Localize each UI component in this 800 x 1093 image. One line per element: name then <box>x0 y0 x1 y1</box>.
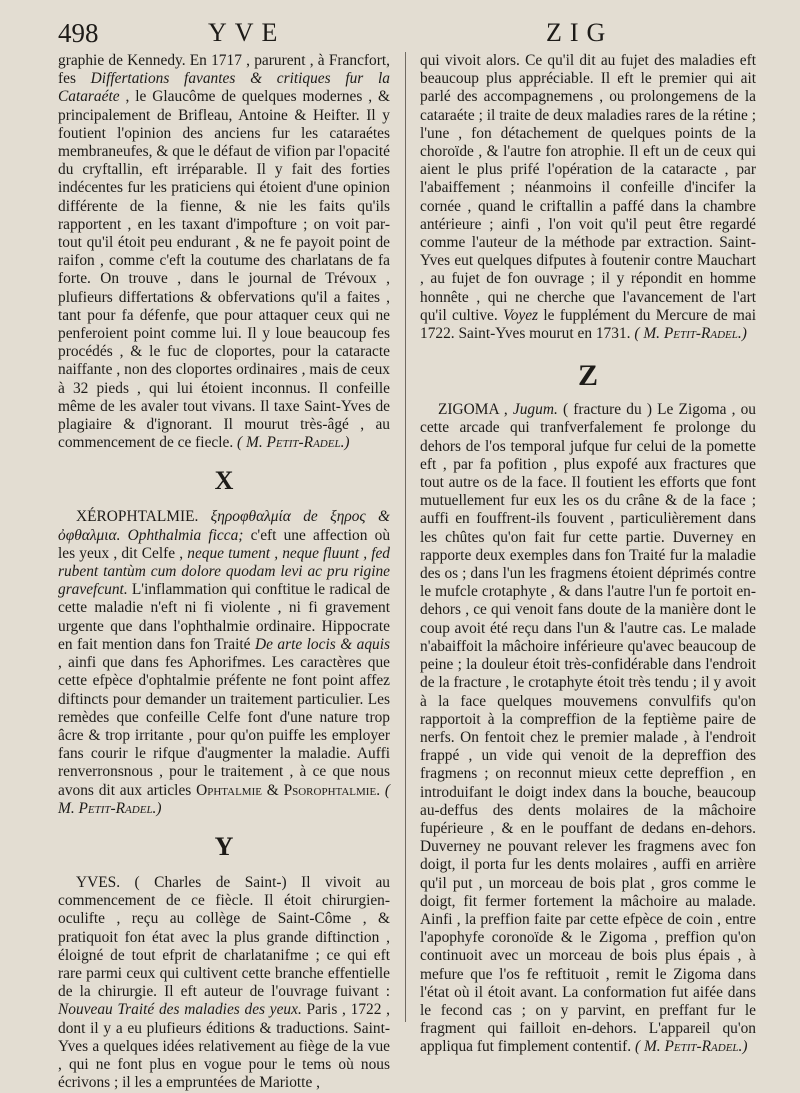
left-column <box>58 52 390 1092</box>
yves-entry <box>58 874 390 1092</box>
section-letter-x: X <box>214 466 234 496</box>
xerophtalmie-entry <box>58 508 390 817</box>
text-run: ( fracture du ) Le Zigoma , ou cette arcade qui tranfverfalement fe prolonge du dehors de l'os temporal jufque fur celui de la pomette eft , par fa pofition , plus expofé aux fractures que tout autre os de la face. Il foutient les efforts que font mutuellement fur eux les os du crâne & de la face ; auffi en fouffrent-ils fouvent , particulièrement dans les chûtes qu'on fait fur cette partie. Duverney en rapporte deux exemples dans fon Traité fur la maladie des os ; dans l'un les fragmens étoient déprimés contre le mufcle crotaphyte , & dans l'autre l'un fe portoit en-dehors , ce qui venoit fans doute de la manière dont le coup avoit été reçu dans l'un & l'autre cas. Le malade n'abaiffoit la mâchoire inférieure qu'avec beaucoup de peine ; la douleur étoit très-confidérable dans l'endroit de la fracture , le crotaphyte étoit très tendu ; il y avoit à la face quelques mouvemens convulfifs qu'on rapportoit à la compreffion de la feptième paire de nerfs. On fentoit chez le premier malade , à l'endroit frappé , un vide qui venoit de la depreffion des fragmens ; on reconnut mieux cette depreffion , en introduifant le doigt index dans la bouche, beaucoup au-deffus des dents molaires de la mâchoire fupérieure , & en le pouffant de dedans en-dehors. Duverney ne pouvant relever les fragmens avec fon doigt, il porta fur les dents molaires , auffi en arrière qu'il put , un morceau de bois plat , gros comme le doigt, fit fermer fortement la mâchoire au malade. Ainfi , la preffion faite par cette efpèce de coin , entre l'apophyfe coronoïde & le Zigoma , preffion qu'on continuoit avec un morceau de bois plus épais , à mefure que l'os fe reftituoit , remit le Zigoma dans l'état où il étoit avant. La conformation fut aifée dans le fecond cas ; on y parvint, en preffant fur le fragment qui failloit en-dehors. L'appareil qu'on appliqua fut fimplement contentif. <box>420 401 756 1056</box>
see-reference: Voyez <box>503 306 539 324</box>
greek-etymology: ξηροφθαλμία de ξηρος & ὀφθαλμια. <box>58 508 390 544</box>
section-letter-y: Y <box>214 831 234 861</box>
text-run: c'eft une affection où les yeux , dit Celfe , <box>58 526 391 562</box>
text-run: graphie de Kennedy. En 1717 , parurent , à Francfort, fes <box>58 52 390 88</box>
page-header <box>58 18 770 52</box>
column-divider <box>405 52 406 1022</box>
text-run: , le Glaucôme de quelques modernes , & principalement de Brifleau, Antoine & Heifter. Il y foutient l'opinion des anciens fur les cataraétes membraneufes, & que le défaut de vifion par l'opacité du cryftallin, eft irréparable. Il y fait des forties indécentes fur les praticiens qui étoient d'une opinion différente de la fienne, & nie les faits qu'ils rapportent , en les taxant d'impofture ; on voit par-tout qu'il étoit peu endurant , & ne fe payoit point de raifon , comme c'eft la coutume des charlatans de fa forte. On trouve , dans le journal de Trévoux , plufieurs differtations & obfervations qu'il a faites , tant pour fa défenfe, que pour attaquer ceux qui ne penferoient point comme lui. Il y loue beaucoup fes procédés , & le fuc de cloportes, pour la cataracte naiffante , non des cloportes ordinaires , mais de ceux à 32 pieds , qui lui étoient inconnus. Il confeille même de les avaler tout vivans. Il taxe Saint-Yves de plagiaire & d'ignorant. Il mourut très-âgé , au commencement de ce fiecle. <box>58 88 390 452</box>
cross-reference: Ophtalmie & Psorophtalmie. <box>196 781 381 799</box>
text-run: L'inflammation qui conftitue le radical de cette maladie n'eft ni fi violente , ni fi gravement urgente que dans l'ophthalmie ordinaire. Hippocrate en fait mention dans fon Traité <box>58 581 390 653</box>
author-signature: ( M. Petit-Radel.) <box>237 434 350 452</box>
text-run: le fupplément du Mercure de mai 1722. Saint-Yves mourut en 1731. <box>420 306 757 343</box>
text-run: , ainfi que dans fes Aphorifmes. Les caractères que cette efpèce d'ophtalmie préfente ne font point affez diftincts pour demander un traitement particulier. Les remèdes que confeille Celfe font d'une nature trop âcre & trop irritante , pour qu'on puiffe les employer fans courir le rifque d'augmenter la maladie. Auffi renverronsnous , pour le traitement , à ce que nous avons dit aux articles <box>58 654 390 799</box>
latin-quote: neque tument , neque fluunt , fed rubent tantùm cum dolore quodam levi ac pru rigine gravefcunt. <box>58 544 390 599</box>
running-head-left: YVE <box>208 18 286 47</box>
entry-headword: ZIGOMA , <box>438 401 508 419</box>
kennedy-entry-end <box>58 52 390 452</box>
zigoma-entry <box>420 401 756 1056</box>
author-signature: ( M. Petit-Radel.) <box>635 1038 748 1056</box>
text-run: Paris , 1722 , dont il y a eu plufieurs éditions & traductions. Saint-Yves a quelques idées relativement au fiège de la vue , qui ne font plus en vogue pour le tems où nous écrivons ; il les a empruntées de Mariotte , <box>58 1001 390 1092</box>
right-column <box>420 52 756 1057</box>
author-signature: ( M. Petit-Radel.) <box>58 781 391 817</box>
work-title: Nouveau Traité des maladies des yeux. <box>58 1001 302 1019</box>
page-number: 498 <box>58 18 99 48</box>
text-run: ( Charles de Saint-) Il vivoit au commencement de ce fiècle. Il étoit chirurgien-oculifte , reçu au collège de Saint-Côme , & pratiquoit fon état avec la plus grande diftinction , éloigné de tout efprit de charlatanifme ; ce qui eft rare parmi ceux qui cultivent cette branche effentielle de la chirurgie. Il eft auteur de l'ouvrage fuivant : <box>58 873 390 1001</box>
entry-headword: YVES. <box>76 873 121 891</box>
latin-term: Ophthalmia ficca; <box>127 526 244 544</box>
work-title: De arte locis & aquis <box>254 635 390 653</box>
author-signature: ( M. Petit-Radel.) <box>634 325 747 343</box>
latin-term: Jugum. <box>512 401 558 419</box>
yves-entry-continued <box>420 52 756 343</box>
running-head-right: ZIG <box>546 18 614 47</box>
entry-headword: XÉROPHTALMIE. <box>76 508 199 526</box>
text-run: qui vivoit alors. Ce qu'il dit au fujet des maladies eft beaucoup plus appréciable. Il eft le premier qui ait parlé des accompagnemens , ou prolongemens de la cataraéte ; il traite de deux maladies rares de la rétine ; l'une , fon détachement de quelques points de la choroïde , & l'autre fon atrophie. Il eft un de ceux qui aient le plus prifé l'opération de la cataracte , par l'abaiffement ; néanmoins il confeille d'incifer la cornée , quand le criftallin a paffé dans la chambre antérieure ; ainfi , l'on voit qu'il peut être regardé comme l'auteur de la méthode par extraction. Saint-Yves eut quelques difputes à foutenir contre Mauchart , au fujet de fon ouvrage ; il y répondit en homme honnête , qui ne cherche que l'avancement de l'art qu'il cultive. <box>420 52 756 324</box>
work-title: Differtations favantes & critiques fur la Cataraéte <box>58 70 390 106</box>
section-letter-z: Z <box>577 359 598 393</box>
